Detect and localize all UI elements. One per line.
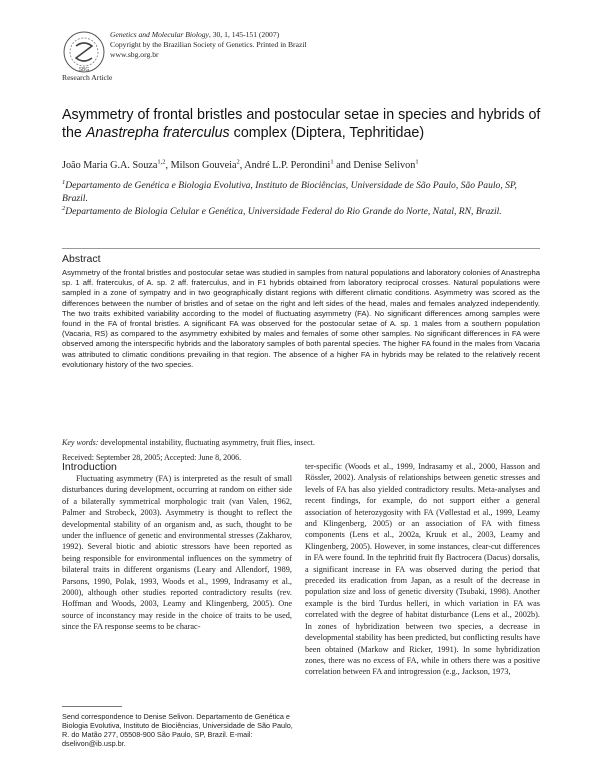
affiliation-1 xyxy=(62,180,542,205)
journal-issue: , 30, 1, 145-151 (2007) xyxy=(208,30,280,39)
affiliation-1-number: 1 xyxy=(62,178,66,186)
abstract-text: Asymmetry of the frontal bristles and postocular setae was studied in samples from natural populations and laboratory colonies of Anastrepha sp. 1 aff. fraterculus, of A. sp. 2 aff. fraterculus, and in F1 hybrids obtained from laboratory reciprocal crosses. Natural populations were sampled in a zone of sympatry and in two geographically distant regions with different climatic conditions. Asymmetry was scored as the differences between the number of bristles and of setae on the right and left sides of the head, males and females analyzed independently. The two traits exhibited variability according to the model of fluctuating asymmetry (FA). No significant differences among samples were found in the FA of frontal bristles. A significant FA was observed for the postocular setae of A. sp. 1 males from a southern population (Vacaria, RS) as compared to the asymmetry exhibited by males and females of some other samples. No significant differences in FA were observed among the interspecific hybrids and the laboratory samples of both parental species. The higher FA found in the males from Vacaria was attributed to climatic conditions prevailing in that region. The absence of a higher FA in hybrids may be related to the relatively recent evolutionary history of the two species. xyxy=(62,268,540,369)
author-4: and Denise Selivon xyxy=(333,160,416,171)
abstract-heading: Abstract xyxy=(62,253,101,265)
affiliation-2 xyxy=(62,206,542,219)
journal-name: Genetics and Molecular Biology xyxy=(110,30,209,39)
abstract-top-rule xyxy=(62,248,540,249)
received-dates: Received: September 28, 2005; Accepted: June 8, 2006. xyxy=(62,453,242,462)
affiliation-1-text: Departamento de Genética e Biologia Evolutiva, Instituto de Biociências, Universidade de São Paulo, São Paulo, SP, Brazil. xyxy=(62,180,517,204)
author-2: , Milson Gouveia xyxy=(165,160,237,171)
author-3: , André L.P. Perondini xyxy=(239,160,331,171)
affiliations xyxy=(62,180,542,220)
author-list xyxy=(62,160,419,171)
logo-text: SBG xyxy=(78,67,90,73)
affiliation-2-text: Departamento de Biologia Celular e Genética, Universidade Federal do Rio Grande do Norte, Natal, RN, Brazil. xyxy=(65,206,502,217)
title-part2: complex (Diptera, Tephritidae) xyxy=(229,125,425,141)
introduction-left-column: Fluctuating asymmetry (FA) is interpreted as the result of small disturbances during development, occurring at random on either side of a bilaterally symmetrical morphologic trait (van Valen, 1962, Palmer and Strobeck, 2003). Asymmetry is thought to reflect the developmental stability of an organism and, as such, thought to be under the influence of genetic and environmental stresses (Zakharov, 1992). Several biotic and abiotic stressors have been reported as being responsible for environmental influences on the symmetry of bilateral traits in different organisms (Leary and Allendorf, 1989, Parsons, 1990, Polak, 1993, Woods et al., 1999, Indrasamy et al., 2000), although other studies reported contradictory results (rev. Hoffman and Woods, 2003, Leamy and Klingenberg, 2005). One source of inconstancy may reside in the choice of traits to be used, since the FA response seems to be charac- xyxy=(62,474,292,632)
author-1: João Maria G.A. Souza xyxy=(62,160,158,171)
correspondence-footnote: Send correspondence to Denise Selivon. Departamento de Genética e Biologia Evolutiva, Instituto de Biociências, Universidade de São Paulo, R. do Matão 277, 05508-900 São Paulo, SP, Brazil. E-mail: dselivon@ib.usp.br. xyxy=(62,712,293,749)
author-2-affil: 2 xyxy=(236,158,240,166)
author-1-affil: 1,2 xyxy=(157,158,166,166)
article-type: Research Article xyxy=(62,73,113,82)
copyright-line: Copyright by the Brazilian Society of Genetics. Printed in Brazil xyxy=(110,40,307,49)
journal-header xyxy=(110,30,307,60)
keywords-text: developmental instability, fluctuating asymmetry, fruit flies, insect. xyxy=(98,438,315,447)
sbg-logo xyxy=(62,30,106,74)
journal-url[interactable]: www.sbg.org.br xyxy=(110,50,159,59)
introduction-heading: Introduction xyxy=(62,461,117,473)
footnote-rule xyxy=(62,706,122,707)
affiliation-2-number: 2 xyxy=(62,204,66,212)
introduction-right-column: ter-specific (Woods et al., 1999, Indrasamy et al., 2000, Hasson and Rössler, 2002). Analysis of relationships between genetic stresses and levels of FA has also yielded contradictory results. Meta-analyses and recent findings, for example, do not support either a general association of heterozygosity with FA (Vøllestad et al., 1999, Leamy and Klingenberg, 2005) or an association of FA with fitness components (Lens et al., 2002a, Kruuk et al., 2003, Leamy and Klingenberg, 2005). However, in some instances, clear-cut differences in FA were found. In the tephritid fruit fly Bactrocera (Dacus) dorsalis, a significant increase in FA was observed during the period that preceded its eradication from Japan, as a result of the decrease in population size and loss of genetic diversity (Tsubaki, 1998). Another example is the bird Turdus helleri, in which variation in FA was correlated with the degree of habitat disturbance (Lens et al., 2002b). In zones of hybridization between two species, a decrease in developmental stability has been predicted, but conflicting results have been obtained (Markow and Ricker, 1991). In some hybridization zones, there was no excess of FA, while in others there was a positive correlation between FA and introgression (e.g., Jackson, 1973, xyxy=(305,462,540,677)
author-3-affil: 1 xyxy=(330,158,334,166)
author-4-affil: 1 xyxy=(415,158,419,166)
keywords xyxy=(62,437,540,448)
title-part1: Asymmetry of frontal bristles and postocular setae in species and hybrids of the xyxy=(62,107,541,141)
keywords-label: Key words: xyxy=(62,438,99,447)
article-title xyxy=(62,106,542,142)
title-species: Anastrepha fraterculus xyxy=(85,125,230,141)
